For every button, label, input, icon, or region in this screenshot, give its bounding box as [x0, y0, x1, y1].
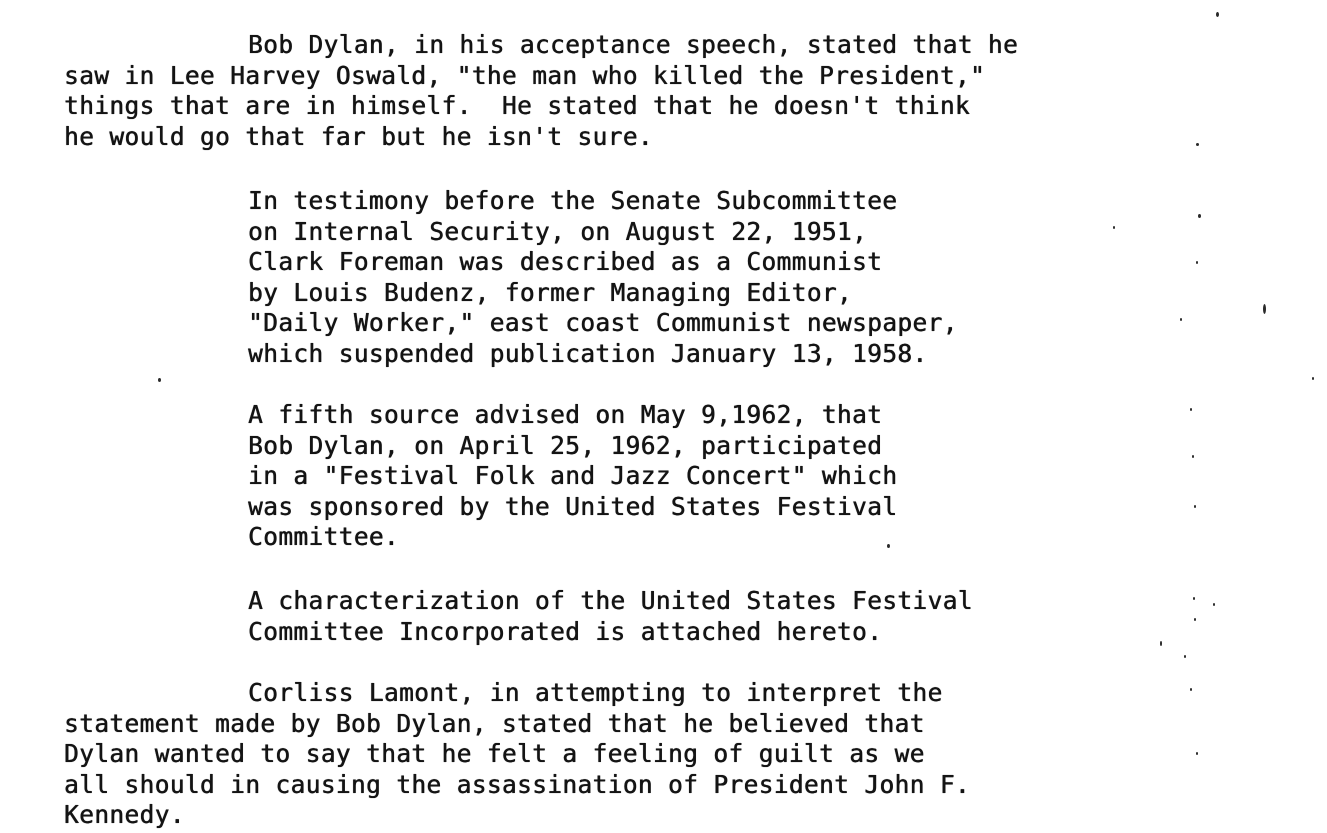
scan-speck [1198, 214, 1201, 218]
scan-speck [1312, 377, 1314, 380]
paragraph-fifth-source [248, 400, 897, 553]
scan-speck [1190, 688, 1192, 691]
text-line: on Internal Security, on August 22, 1951, [248, 216, 868, 246]
scan-speck [1180, 318, 1182, 321]
scan-speck [1190, 408, 1192, 411]
scan-speck [1263, 304, 1266, 314]
scan-speck [1216, 12, 1219, 17]
paragraph-corliss-lamont [64, 678, 970, 831]
text-line: Bob Dylan, in his acceptance speech, stated that he [248, 30, 1019, 59]
scan-speck [1160, 641, 1162, 646]
paragraph-dylan-speech [64, 30, 1018, 152]
text-line: Committee Incorporated is attached hereto. [248, 616, 883, 646]
text-line: things that are in himself. He stated that he doesn't think [64, 91, 971, 120]
text-line: was sponsored by the United States Festival [248, 491, 898, 521]
scan-speck [1192, 455, 1194, 458]
scan-speck [1196, 143, 1199, 146]
text-line: saw in Lee Harvey Oswald, "the man who killed the President," [64, 60, 986, 90]
text-line: Kennedy. [64, 800, 185, 829]
scan-speck [1193, 597, 1195, 600]
scan-speck [887, 544, 890, 548]
text-line: A fifth source advised on May 9,1962, that [248, 400, 883, 429]
text-line: Committee. [248, 522, 400, 551]
text-line: he would go that far but he isn't sure. [64, 121, 653, 151]
paragraph-senate-testimony [248, 186, 958, 369]
scan-speck [1194, 618, 1196, 621]
text-line: by Louis Budenz, former Managing Editor, [248, 277, 853, 307]
paragraph-characterization [248, 586, 973, 647]
text-line: Dylan wanted to say that he felt a feeling of guilt as we [64, 739, 925, 768]
text-line: all should in causing the assassination of President John F. [64, 769, 971, 799]
text-line: Bob Dylan, on April 25, 1962, participated [248, 430, 883, 460]
text-line: In testimony before the Senate Subcommittee [248, 186, 898, 215]
scan-speck [158, 378, 161, 382]
text-line: statement made by Bob Dylan, stated that he believed that [64, 708, 925, 738]
scan-speck [1196, 261, 1198, 264]
scan-speck [1113, 226, 1115, 229]
text-line: which suspended publication January 13, 1958. [248, 338, 928, 368]
scan-speck [1194, 505, 1196, 508]
scan-speck [1213, 603, 1215, 606]
scan-speck [1196, 752, 1198, 755]
text-line: Clark Foreman was described as a Communist [248, 247, 883, 276]
text-line: "Daily Worker," east coast Communist newspaper, [248, 308, 958, 337]
scan-speck [1184, 655, 1186, 658]
text-line: A characterization of the United States Festival [248, 586, 973, 615]
text-line: Corliss Lamont, in attempting to interpret the [248, 678, 943, 707]
text-line: in a "Festival Folk and Jazz Concert" which [248, 461, 898, 490]
